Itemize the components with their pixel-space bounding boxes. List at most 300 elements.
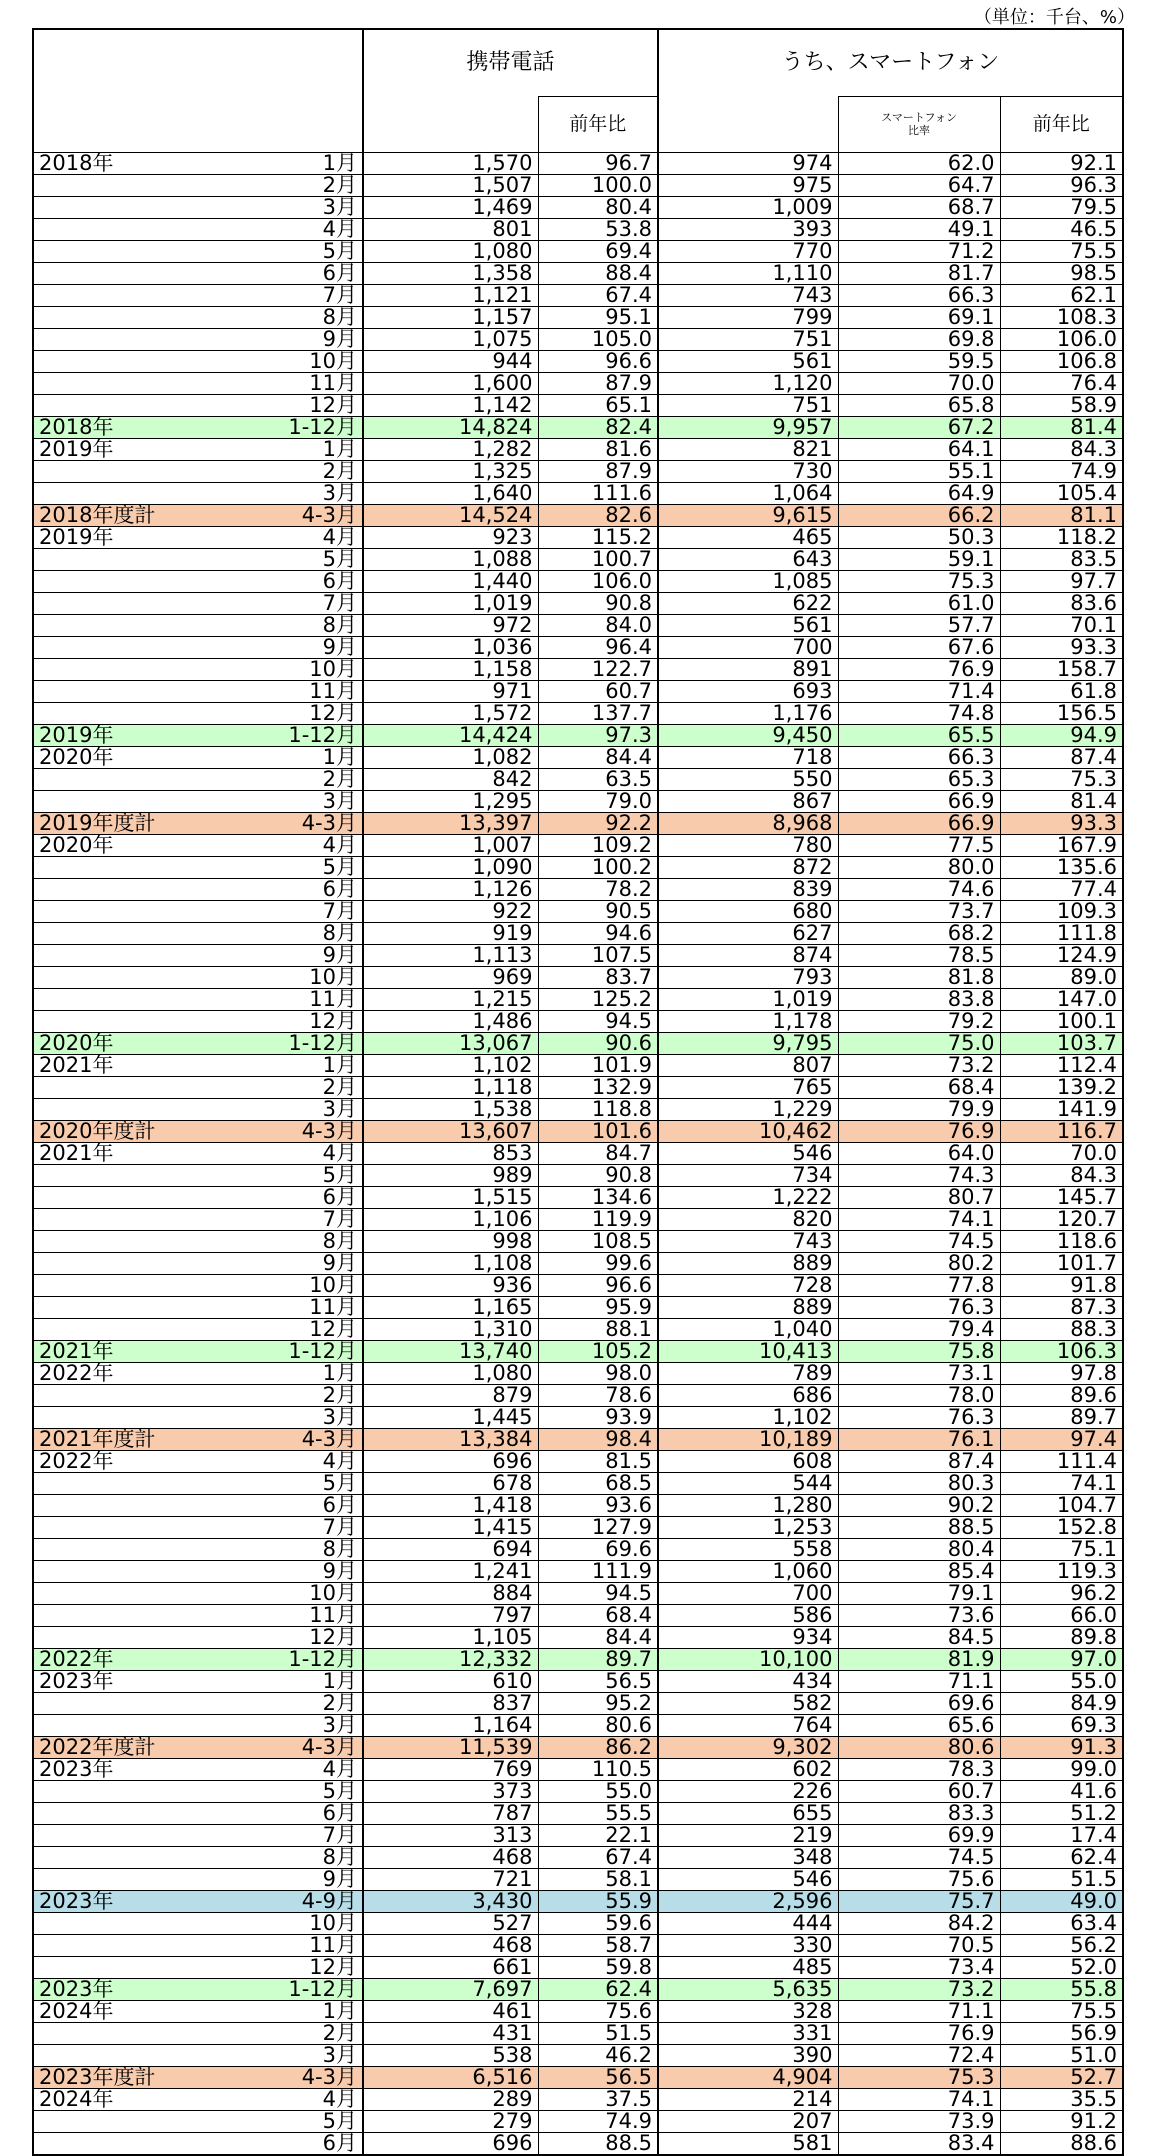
period-year-cell: [33, 285, 228, 307]
mobile-units-cell: 769: [363, 1759, 538, 1781]
period-month-cell: 7月: [228, 901, 363, 923]
smartphone-units-cell: 9,450: [658, 725, 838, 747]
smartphone-yoy-cell: 52.0: [1000, 1957, 1123, 1979]
ratio-line2: 比率: [908, 123, 931, 137]
period-month-cell: 9月: [228, 1253, 363, 1275]
mobile-yoy-cell: 95.1: [538, 307, 658, 329]
table-row: [33, 2111, 1123, 2133]
table-row: [33, 1627, 1123, 1649]
smartphone-ratio-cell: 65.5: [838, 725, 1000, 747]
period-month-cell: 12月: [228, 703, 363, 725]
mobile-yoy-cell: 115.2: [538, 527, 658, 549]
smartphone-units-cell: 1,019: [658, 989, 838, 1011]
smartphone-yoy-cell: 89.6: [1000, 1385, 1123, 1407]
period-year-cell: [33, 1715, 228, 1737]
mobile-units-cell: 696: [363, 2133, 538, 2156]
mobile-yoy-cell: 74.9: [538, 2111, 658, 2133]
table-row: [33, 549, 1123, 571]
period-year-cell: [33, 2133, 228, 2156]
mobile-units-cell: 1,108: [363, 1253, 538, 1275]
table-row: [33, 813, 1123, 835]
mobile-yoy-cell: 58.7: [538, 1935, 658, 1957]
smartphone-units-cell: 680: [658, 901, 838, 923]
smartphone-units-cell: 622: [658, 593, 838, 615]
period-month-cell: 5月: [228, 2111, 363, 2133]
smartphone-ratio-cell: 66.9: [838, 791, 1000, 813]
mobile-units-cell: 1,126: [363, 879, 538, 901]
mobile-yoy-cell: 87.9: [538, 373, 658, 395]
smartphone-ratio-cell: 80.2: [838, 1253, 1000, 1275]
period-year-cell: [33, 1803, 228, 1825]
mobile-yoy-cell: 69.4: [538, 241, 658, 263]
period-month-cell: 8月: [228, 307, 363, 329]
smartphone-units-cell: 214: [658, 2089, 838, 2111]
table-row: [33, 263, 1123, 285]
smartphone-units-cell: 226: [658, 1781, 838, 1803]
period-month-cell: 10月: [228, 967, 363, 989]
smartphone-yoy-cell: 69.3: [1000, 1715, 1123, 1737]
mobile-units-cell: 1,241: [363, 1561, 538, 1583]
period-month-cell: 3月: [228, 1099, 363, 1121]
mobile-yoy-cell: 53.8: [538, 219, 658, 241]
mobile-units-cell: 972: [363, 615, 538, 637]
header-smartphone-ratio: [838, 97, 1000, 153]
mobile-yoy-cell: 95.9: [538, 1297, 658, 1319]
table-row: [33, 395, 1123, 417]
table-row: [33, 1231, 1123, 1253]
smartphone-units-cell: 10,462: [658, 1121, 838, 1143]
mobile-yoy-cell: 118.8: [538, 1099, 658, 1121]
smartphone-ratio-cell: 68.4: [838, 1077, 1000, 1099]
mobile-units-cell: 1,515: [363, 1187, 538, 1209]
period-year-cell: 2018年: [33, 153, 228, 175]
smartphone-units-cell: 10,189: [658, 1429, 838, 1451]
smartphone-ratio-cell: 90.2: [838, 1495, 1000, 1517]
smartphone-yoy-cell: 83.6: [1000, 593, 1123, 615]
period-month-cell: 9月: [228, 329, 363, 351]
period-year-cell: [33, 2111, 228, 2133]
smartphone-yoy-cell: 145.7: [1000, 1187, 1123, 1209]
mobile-yoy-cell: 55.9: [538, 1891, 658, 1913]
table-row: [33, 1099, 1123, 1121]
smartphone-units-cell: 550: [658, 769, 838, 791]
table-row: [33, 1341, 1123, 1363]
table-row: [33, 1011, 1123, 1033]
table-row: [33, 1517, 1123, 1539]
table-row: [33, 175, 1123, 197]
mobile-units-cell: 1,310: [363, 1319, 538, 1341]
mobile-yoy-cell: 88.4: [538, 263, 658, 285]
period-month-cell: 11月: [228, 373, 363, 395]
table-row: [33, 2001, 1123, 2023]
mobile-yoy-cell: 37.5: [538, 2089, 658, 2111]
period-year-cell: 2018年: [33, 417, 228, 439]
smartphone-ratio-cell: 66.9: [838, 813, 1000, 835]
smartphone-ratio-cell: 81.7: [838, 263, 1000, 285]
mobile-yoy-cell: 90.5: [538, 901, 658, 923]
mobile-units-cell: 1,106: [363, 1209, 538, 1231]
period-month-cell: 3月: [228, 791, 363, 813]
table-row: [33, 857, 1123, 879]
period-month-cell: 6月: [228, 879, 363, 901]
table-row: [33, 1759, 1123, 1781]
mobile-yoy-cell: 82.6: [538, 505, 658, 527]
period-month-cell: 3月: [228, 1715, 363, 1737]
smartphone-units-cell: 1,085: [658, 571, 838, 593]
table-row: [33, 659, 1123, 681]
period-year-cell: [33, 901, 228, 923]
mobile-units-cell: 610: [363, 1671, 538, 1693]
smartphone-yoy-cell: 56.9: [1000, 2023, 1123, 2045]
smartphone-yoy-cell: 41.6: [1000, 1781, 1123, 1803]
smartphone-yoy-cell: 118.2: [1000, 527, 1123, 549]
period-year-cell: [33, 329, 228, 351]
smartphone-units-cell: 693: [658, 681, 838, 703]
smartphone-ratio-cell: 73.7: [838, 901, 1000, 923]
period-month-cell: 6月: [228, 1803, 363, 1825]
period-month-cell: 1-12月: [228, 1341, 363, 1363]
period-month-cell: 1-12月: [228, 1033, 363, 1055]
period-month-cell: 12月: [228, 395, 363, 417]
table-row: [33, 1033, 1123, 1055]
smartphone-ratio-cell: 71.1: [838, 1671, 1000, 1693]
smartphone-units-cell: 1,064: [658, 483, 838, 505]
period-year-cell: 2023年: [33, 1891, 228, 1913]
smartphone-yoy-cell: 51.2: [1000, 1803, 1123, 1825]
mobile-yoy-cell: 59.8: [538, 1957, 658, 1979]
smartphone-units-cell: 872: [658, 857, 838, 879]
smartphone-units-cell: 867: [658, 791, 838, 813]
smartphone-ratio-cell: 81.8: [838, 967, 1000, 989]
smartphone-yoy-cell: 112.4: [1000, 1055, 1123, 1077]
smartphone-yoy-cell: 89.7: [1000, 1407, 1123, 1429]
period-month-cell: 3月: [228, 2045, 363, 2067]
period-year-cell: 2023年: [33, 1759, 228, 1781]
table-row: [33, 2023, 1123, 2045]
smartphone-units-cell: 764: [658, 1715, 838, 1737]
smartphone-yoy-cell: 156.5: [1000, 703, 1123, 725]
period-year-cell: [33, 703, 228, 725]
period-month-cell: 11月: [228, 1605, 363, 1627]
smartphone-ratio-cell: 61.0: [838, 593, 1000, 615]
smartphone-ratio-cell: 64.7: [838, 175, 1000, 197]
table-row: [33, 769, 1123, 791]
smartphone-yoy-cell: 104.7: [1000, 1495, 1123, 1517]
table-row: [33, 285, 1123, 307]
period-month-cell: 3月: [228, 197, 363, 219]
table-row: [33, 615, 1123, 637]
mobile-units-cell: 853: [363, 1143, 538, 1165]
smartphone-yoy-cell: 74.1: [1000, 1473, 1123, 1495]
mobile-yoy-cell: 101.9: [538, 1055, 658, 1077]
period-year-cell: [33, 1231, 228, 1253]
smartphone-units-cell: 974: [658, 153, 838, 175]
mobile-yoy-cell: 22.1: [538, 1825, 658, 1847]
smartphone-units-cell: 581: [658, 2133, 838, 2156]
mobile-units-cell: 842: [363, 769, 538, 791]
period-year-cell: [33, 857, 228, 879]
mobile-units-cell: 313: [363, 1825, 538, 1847]
smartphone-yoy-cell: 158.7: [1000, 659, 1123, 681]
smartphone-ratio-cell: 78.0: [838, 1385, 1000, 1407]
smartphone-ratio-cell: 75.3: [838, 571, 1000, 593]
period-month-cell: 4月: [228, 1451, 363, 1473]
smartphone-units-cell: 734: [658, 1165, 838, 1187]
period-year-cell: [33, 1407, 228, 1429]
period-year-cell: [33, 1693, 228, 1715]
mobile-units-cell: 1,019: [363, 593, 538, 615]
smartphone-yoy-cell: 118.6: [1000, 1231, 1123, 1253]
mobile-units-cell: 538: [363, 2045, 538, 2067]
mobile-units-cell: 1,102: [363, 1055, 538, 1077]
smartphone-units-cell: 348: [658, 1847, 838, 1869]
smartphone-ratio-cell: 79.9: [838, 1099, 1000, 1121]
unit-label: （単位：千台、%）: [973, 7, 1135, 28]
smartphone-yoy-cell: 135.6: [1000, 857, 1123, 879]
mobile-units-cell: 1,440: [363, 571, 538, 593]
smartphone-ratio-cell: 75.7: [838, 1891, 1000, 1913]
mobile-yoy-cell: 58.1: [538, 1869, 658, 1891]
table-row: [33, 703, 1123, 725]
mobile-yoy-cell: 78.2: [538, 879, 658, 901]
table-row: [33, 1781, 1123, 1803]
period-year-cell: [33, 1847, 228, 1869]
table-row: [33, 1825, 1123, 1847]
mobile-yoy-cell: 93.6: [538, 1495, 658, 1517]
smartphone-ratio-cell: 59.5: [838, 351, 1000, 373]
smartphone-units-cell: 546: [658, 1143, 838, 1165]
smartphone-ratio-cell: 80.0: [838, 857, 1000, 879]
period-month-cell: 2月: [228, 461, 363, 483]
period-month-cell: 1-12月: [228, 725, 363, 747]
mobile-units-cell: 13,740: [363, 1341, 538, 1363]
period-month-cell: 5月: [228, 1781, 363, 1803]
smartphone-units-cell: 751: [658, 395, 838, 417]
smartphone-units-cell: 393: [658, 219, 838, 241]
mobile-yoy-cell: 87.9: [538, 461, 658, 483]
mobile-units-cell: 1,215: [363, 989, 538, 1011]
mobile-yoy-cell: 89.7: [538, 1649, 658, 1671]
smartphone-yoy-cell: 96.3: [1000, 175, 1123, 197]
smartphone-units-cell: 820: [658, 1209, 838, 1231]
period-year-cell: [33, 263, 228, 285]
table-row: [33, 1737, 1123, 1759]
mobile-units-cell: 1,282: [363, 439, 538, 461]
mobile-units-cell: 12,332: [363, 1649, 538, 1671]
mobile-units-cell: 1,507: [363, 175, 538, 197]
mobile-units-cell: 678: [363, 1473, 538, 1495]
mobile-units-cell: 919: [363, 923, 538, 945]
mobile-yoy-cell: 94.5: [538, 1583, 658, 1605]
period-year-cell: [33, 923, 228, 945]
table-row: [33, 483, 1123, 505]
mobile-yoy-cell: 132.9: [538, 1077, 658, 1099]
mobile-yoy-cell: 55.5: [538, 1803, 658, 1825]
smartphone-yoy-cell: 105.4: [1000, 483, 1123, 505]
mobile-yoy-cell: 90.8: [538, 593, 658, 615]
mobile-yoy-cell: 90.8: [538, 1165, 658, 1187]
period-month-cell: 5月: [228, 857, 363, 879]
mobile-units-cell: 944: [363, 351, 538, 373]
period-year-cell: [33, 2023, 228, 2045]
smartphone-units-cell: 219: [658, 1825, 838, 1847]
smartphone-ratio-cell: 76.9: [838, 659, 1000, 681]
smartphone-ratio-cell: 80.4: [838, 1539, 1000, 1561]
smartphone-yoy-cell: 84.3: [1000, 1165, 1123, 1187]
period-month-cell: 10月: [228, 659, 363, 681]
mobile-yoy-cell: 68.4: [538, 1605, 658, 1627]
smartphone-ratio-cell: 69.6: [838, 1693, 1000, 1715]
smartphone-units-cell: 9,957: [658, 417, 838, 439]
smartphone-yoy-cell: 63.4: [1000, 1913, 1123, 1935]
smartphone-yoy-cell: 49.0: [1000, 1891, 1123, 1913]
table-row: [33, 923, 1123, 945]
smartphone-units-cell: 686: [658, 1385, 838, 1407]
table-row: [33, 791, 1123, 813]
period-month-cell: 8月: [228, 615, 363, 637]
period-year-cell: [33, 615, 228, 637]
period-year-cell: [33, 175, 228, 197]
mobile-yoy-cell: 84.7: [538, 1143, 658, 1165]
period-month-cell: 11月: [228, 681, 363, 703]
period-month-cell: 1-12月: [228, 1649, 363, 1671]
smartphone-units-cell: 328: [658, 2001, 838, 2023]
table-row: [33, 681, 1123, 703]
smartphone-yoy-cell: 75.1: [1000, 1539, 1123, 1561]
period-month-cell: 2月: [228, 1385, 363, 1407]
table-row: [33, 2089, 1123, 2111]
smartphone-units-cell: 207: [658, 2111, 838, 2133]
header-smartphone-blank: [658, 97, 838, 153]
smartphone-ratio-cell: 76.9: [838, 2023, 1000, 2045]
mobile-yoy-cell: 83.7: [538, 967, 658, 989]
period-month-cell: 10月: [228, 351, 363, 373]
smartphone-ratio-cell: 76.1: [838, 1429, 1000, 1451]
mobile-units-cell: 14,824: [363, 417, 538, 439]
period-year-cell: [33, 461, 228, 483]
mobile-units-cell: 1,090: [363, 857, 538, 879]
header-row-2: [33, 97, 1123, 153]
table-row: [33, 593, 1123, 615]
smartphone-ratio-cell: 74.5: [838, 1847, 1000, 1869]
period-year-cell: [33, 681, 228, 703]
smartphone-yoy-cell: 141.9: [1000, 1099, 1123, 1121]
mobile-yoy-cell: 111.6: [538, 483, 658, 505]
mobile-yoy-cell: 67.4: [538, 285, 658, 307]
period-month-cell: 4月: [228, 1143, 363, 1165]
period-year-cell: [33, 571, 228, 593]
period-year-cell: [33, 945, 228, 967]
smartphone-ratio-cell: 55.1: [838, 461, 1000, 483]
mobile-yoy-cell: 55.0: [538, 1781, 658, 1803]
smartphone-units-cell: 390: [658, 2045, 838, 2067]
smartphone-units-cell: 1,253: [658, 1517, 838, 1539]
mobile-yoy-cell: 81.5: [538, 1451, 658, 1473]
table-row: [33, 1165, 1123, 1187]
smartphone-yoy-cell: 100.1: [1000, 1011, 1123, 1033]
mobile-yoy-cell: 75.6: [538, 2001, 658, 2023]
mobile-units-cell: 13,607: [363, 1121, 538, 1143]
smartphone-ratio-cell: 73.2: [838, 1979, 1000, 2001]
smartphone-ratio-cell: 75.3: [838, 2067, 1000, 2089]
period-year-cell: [33, 1781, 228, 1803]
mobile-units-cell: 468: [363, 1847, 538, 1869]
mobile-yoy-cell: 67.4: [538, 1847, 658, 1869]
smartphone-units-cell: 891: [658, 659, 838, 681]
smartphone-yoy-cell: 97.7: [1000, 571, 1123, 593]
table-row: [33, 1803, 1123, 1825]
table-row: [33, 1143, 1123, 1165]
mobile-yoy-cell: 63.5: [538, 769, 658, 791]
header-row-1: [33, 29, 1123, 97]
smartphone-ratio-cell: 59.1: [838, 549, 1000, 571]
mobile-yoy-cell: 106.0: [538, 571, 658, 593]
smartphone-ratio-cell: 79.1: [838, 1583, 1000, 1605]
period-month-cell: 3月: [228, 1407, 363, 1429]
mobile-yoy-cell: 92.2: [538, 813, 658, 835]
mobile-units-cell: 837: [363, 1693, 538, 1715]
table-row: [33, 1275, 1123, 1297]
smartphone-yoy-cell: 108.3: [1000, 307, 1123, 329]
smartphone-ratio-cell: 74.1: [838, 2089, 1000, 2111]
mobile-units-cell: 879: [363, 1385, 538, 1407]
smartphone-units-cell: 743: [658, 1231, 838, 1253]
smartphone-ratio-cell: 76.3: [838, 1297, 1000, 1319]
smartphone-units-cell: 743: [658, 285, 838, 307]
header-smartphone: うち、スマートフォン: [658, 29, 1123, 97]
period-month-cell: 5月: [228, 241, 363, 263]
table-row: [33, 1847, 1123, 1869]
smartphone-yoy-cell: 111.4: [1000, 1451, 1123, 1473]
table-row: [33, 1495, 1123, 1517]
mobile-yoy-cell: 82.4: [538, 417, 658, 439]
period-month-cell: 4-3月: [228, 505, 363, 527]
table-row: [33, 1715, 1123, 1737]
smartphone-ratio-cell: 69.1: [838, 307, 1000, 329]
period-month-cell: 2月: [228, 2023, 363, 2045]
period-year-cell: 2021年: [33, 1143, 228, 1165]
smartphone-units-cell: 444: [658, 1913, 838, 1935]
mobile-units-cell: 971: [363, 681, 538, 703]
period-year-cell: [33, 1077, 228, 1099]
smartphone-units-cell: 10,413: [658, 1341, 838, 1363]
smartphone-ratio-cell: 83.8: [838, 989, 1000, 1011]
mobile-units-cell: 11,539: [363, 1737, 538, 1759]
smartphone-yoy-cell: 83.5: [1000, 549, 1123, 571]
period-month-cell: 1月: [228, 439, 363, 461]
smartphone-ratio-cell: 73.4: [838, 1957, 1000, 1979]
smartphone-units-cell: 1,176: [658, 703, 838, 725]
period-year-cell: 2020年度計: [33, 1121, 228, 1143]
period-month-cell: 5月: [228, 1165, 363, 1187]
mobile-units-cell: 1,113: [363, 945, 538, 967]
period-month-cell: 1月: [228, 1055, 363, 1077]
period-month-cell: 9月: [228, 945, 363, 967]
period-year-cell: [33, 307, 228, 329]
table-row: [33, 945, 1123, 967]
smartphone-ratio-cell: 62.0: [838, 153, 1000, 175]
table-row: [33, 1583, 1123, 1605]
mobile-yoy-cell: 137.7: [538, 703, 658, 725]
mobile-units-cell: 1,088: [363, 549, 538, 571]
header-corner: [33, 29, 363, 97]
table-row: [33, 1077, 1123, 1099]
smartphone-yoy-cell: 106.8: [1000, 351, 1123, 373]
mobile-units-cell: 721: [363, 1869, 538, 1891]
period-year-cell: [33, 1869, 228, 1891]
period-month-cell: 4月: [228, 219, 363, 241]
smartphone-yoy-cell: 97.8: [1000, 1363, 1123, 1385]
